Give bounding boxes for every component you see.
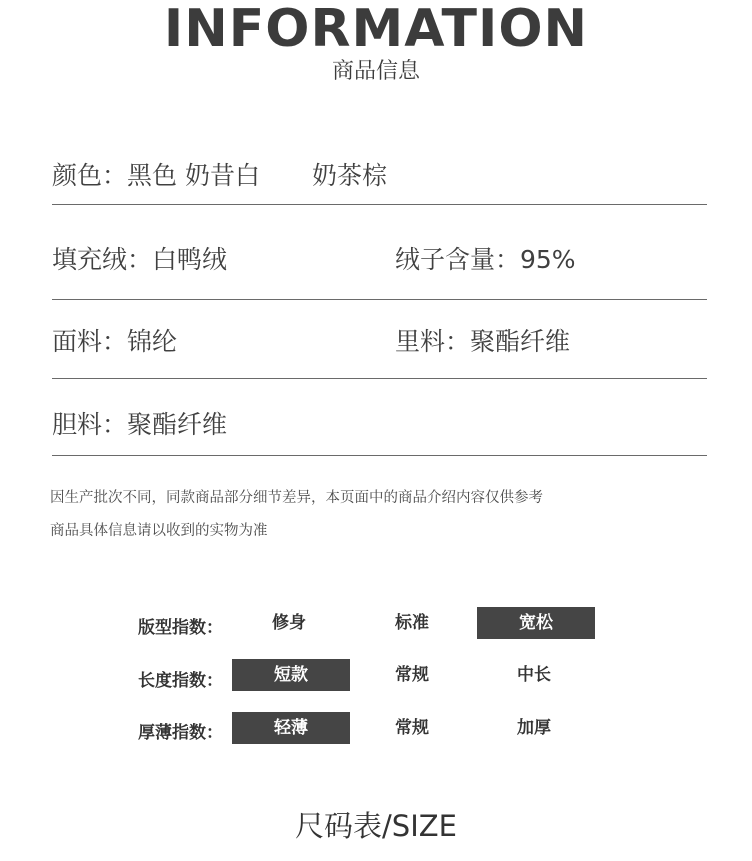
- info-lining-text: 里料：聚酯纤维: [395, 327, 571, 356]
- page-subtitle: 商品信息: [331, 59, 420, 84]
- thickness-index-label: 厚薄指数：: [138, 723, 223, 743]
- info-color-text: 颜色：黑色 奶昔白: [52, 161, 260, 190]
- thickness-option-regular: 常规: [395, 718, 429, 738]
- thickness-option-thin: 轻薄: [232, 712, 350, 744]
- page-title: INFORMATION: [163, 0, 589, 59]
- length-option-regular: 常规: [395, 665, 429, 685]
- disclaimer-note: 因生产批次不同，同款商品部分细节差异，本页面中的商品介绍内容仅供参考: [50, 490, 543, 506]
- info-row-fabric: [52, 322, 707, 379]
- info-row-inner: [52, 405, 707, 456]
- info-fabric-text: 面料：锦纶: [52, 327, 178, 356]
- length-option-short: 短款: [232, 659, 350, 691]
- fit-option-slim: 修身: [272, 613, 306, 633]
- length-index-label: 长度指数：: [138, 671, 223, 691]
- disclaimer-note-2: 商品具体信息请以收到的实物为准: [50, 523, 268, 539]
- size-chart-title: 尺码表/SIZE: [295, 809, 457, 843]
- info-filling-text: 填充绒：白鸭绒: [52, 245, 228, 274]
- info-color-extra: 奶茶棕: [312, 161, 388, 190]
- info-down-content-text: 绒子含量：95%: [395, 245, 576, 274]
- fit-index-label: 版型指数：: [138, 618, 223, 638]
- fit-option-standard: 标准: [395, 613, 429, 633]
- info-row-filling: [52, 240, 707, 300]
- fit-option-loose: 宽松: [477, 607, 595, 639]
- thickness-option-thick: 加厚: [517, 718, 551, 738]
- info-inner-text: 胆料：聚酯纤维: [52, 410, 228, 439]
- info-row-color: [52, 156, 707, 205]
- length-option-mid-long: 中长: [517, 665, 551, 685]
